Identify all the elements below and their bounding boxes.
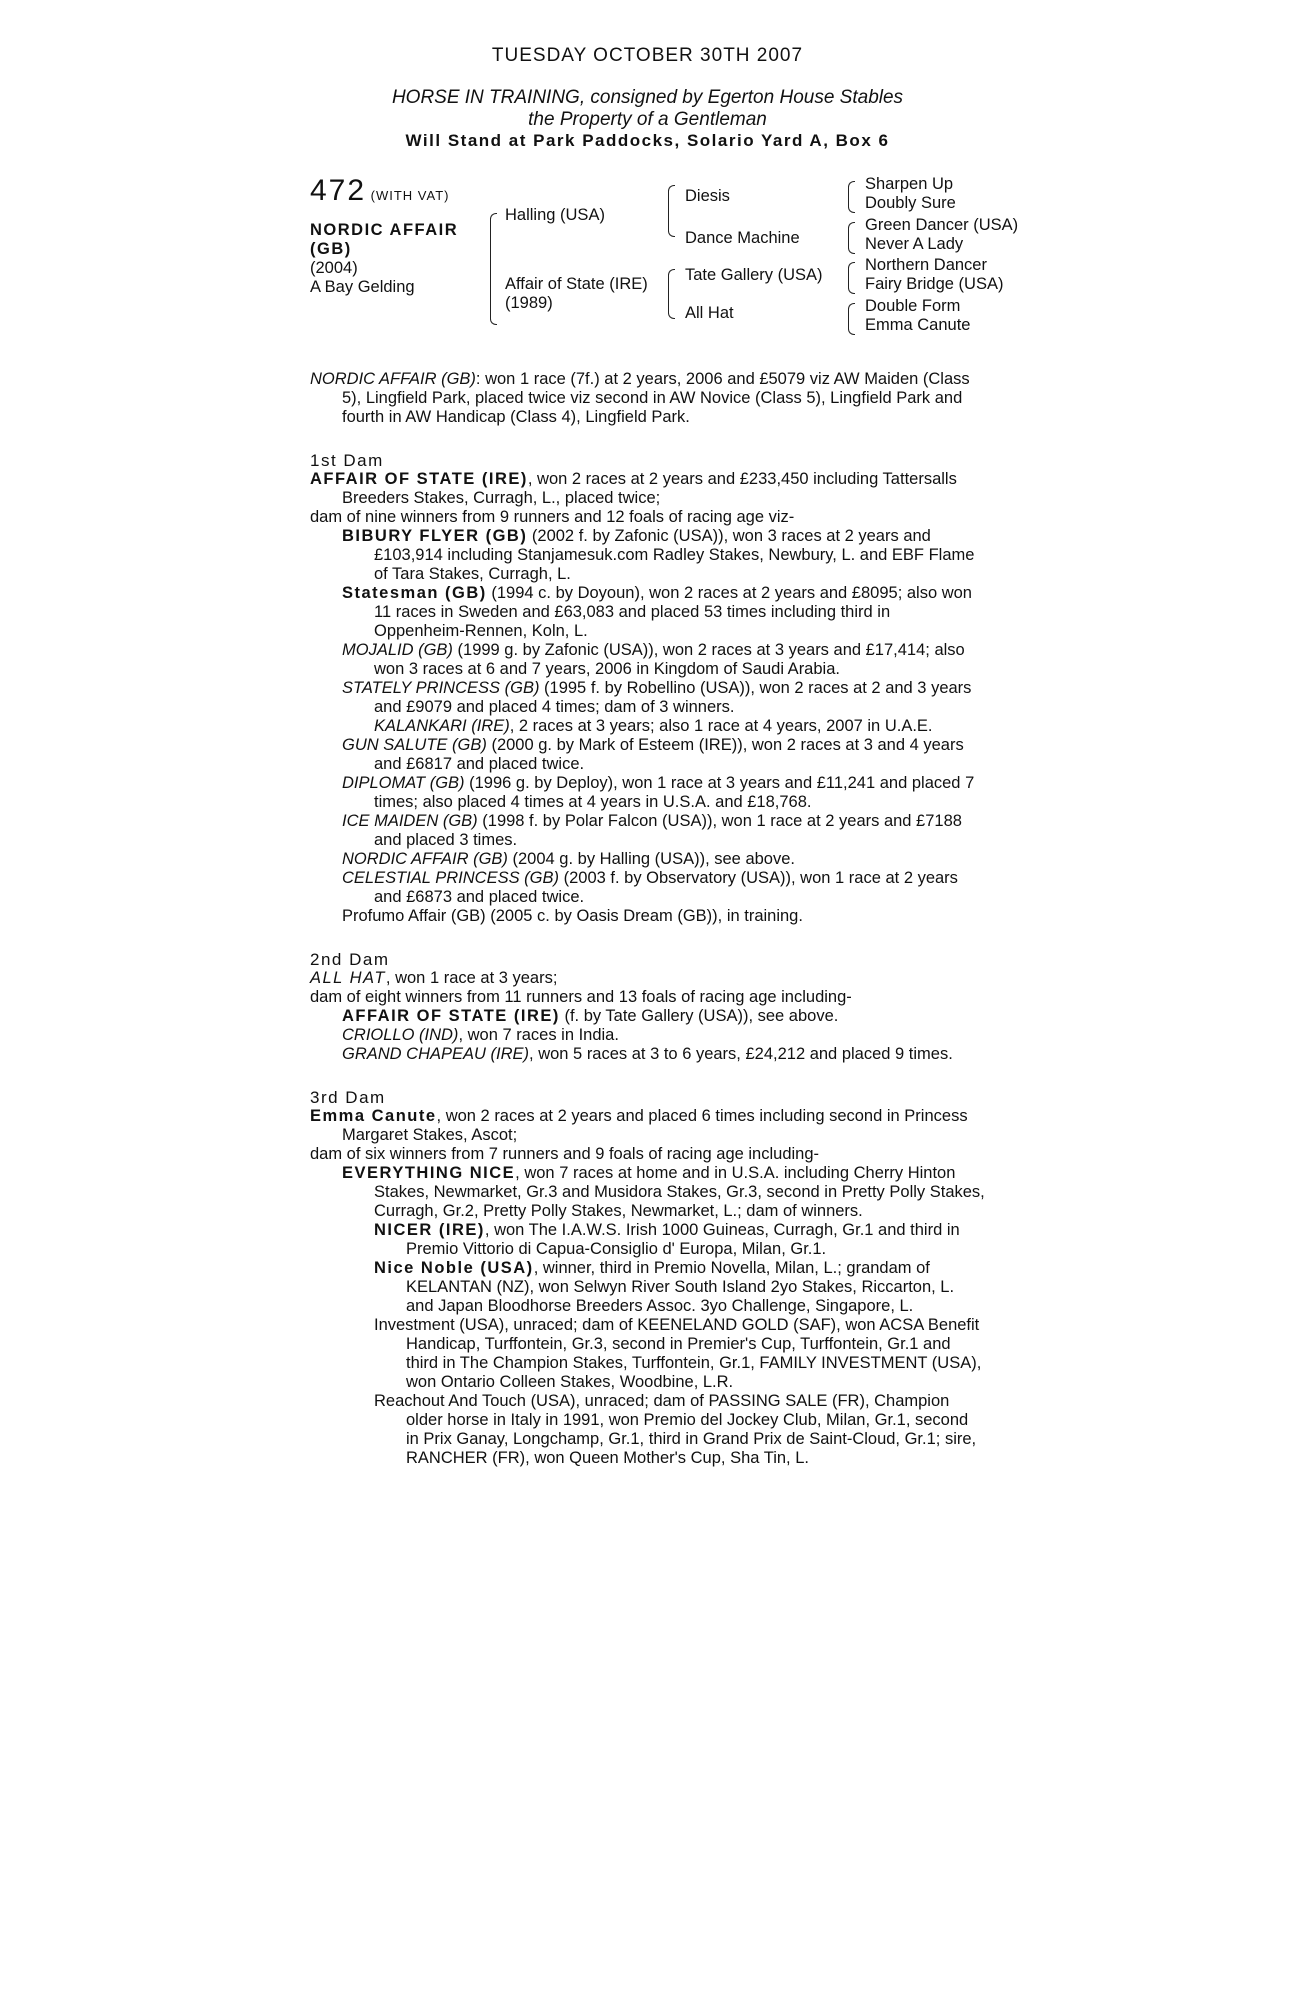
catalogue-page (310, 45, 1019, 1468)
progeny-entry (310, 1026, 985, 1045)
section-heading: 2nd Dam (310, 950, 390, 969)
progeny-text: (f. by Tate Gallery (USA)), see above. (559, 1007, 839, 1025)
progeny-text: (2004 g. by Halling (USA)), see above. (507, 850, 795, 868)
progeny-entry (310, 869, 985, 907)
stand-location: Will Stand at Park Paddocks, Solario Yard A, Box 6 (405, 131, 890, 150)
progeny-text: , won 7 races in India. (458, 1026, 619, 1044)
horse-description: A Bay Gelding (310, 278, 415, 296)
pedigree-bracket (848, 181, 855, 213)
consignment-title: HORSE IN TRAINING, consigned by Egerton House Stables (391, 87, 904, 108)
sale-date: TUESDAY OCTOBER 30TH 2007 (491, 45, 804, 66)
dam-record (310, 470, 985, 508)
progeny-name: NORDIC AFFAIR (GB) (342, 850, 508, 868)
progeny-text: , won 7 races at home and in U.S.A. including Cherry Hinton Stakes, Newmarket, Gr.3 and Musidora Stakes, Gr.3, second in Pretty Polly Stakes, Curragh, Gr.2, Pretty Polly Stakes, Newmarket, L.; dam of winners. (374, 1164, 985, 1220)
progeny-name: Nice Noble (USA) (374, 1259, 534, 1277)
progeny-entry (310, 584, 985, 641)
dam-name: AFFAIR OF STATE (IRE) (310, 470, 528, 488)
progeny-text: (2003 f. by Observatory (USA)), won 1 race at 2 years and £6873 and placed twice. (374, 869, 958, 906)
dam-sire: Tate Gallery (USA) (685, 266, 823, 284)
progeny-entry (310, 812, 985, 850)
progeny-name: KALANKARI (IRE) (374, 717, 510, 735)
sss: Sharpen Up (865, 175, 954, 193)
progeny-name: Statesman (GB) (342, 584, 487, 602)
progeny-entry (310, 1045, 985, 1064)
race-record (310, 370, 985, 427)
progeny-name: CRIOLLO (IND) (342, 1026, 459, 1044)
progeny-name: NICER (IRE) (374, 1221, 485, 1239)
progeny-list (310, 1007, 985, 1064)
dss: Northern Dancer (865, 256, 987, 274)
dam-text: , won 2 races at 2 years and £233,450 including Tattersalls Breeders Stakes, Curragh, L., placed twice; (342, 470, 957, 507)
progeny-entry (310, 1164, 985, 1221)
progeny-name: DIPLOMAT (GB) (342, 774, 465, 792)
progeny-name: Profumo Affair (GB) (342, 907, 486, 925)
ddd: Emma Canute (865, 316, 971, 334)
progeny-text: , unraced; dam of KEENELAND GOLD (SAF), won ACSA Benefit Handicap, Turffontein, Gr.3, second in Premier's Cup, Turffontein, Gr.1 and third in The Champion Stakes, Turffontein, Gr.1, FAMILY INVESTMENT (USA), won Ontario Colleen Stakes, Woodbine, L.R. (406, 1316, 982, 1391)
dam-year: (1989) (505, 294, 553, 312)
dam1-section (310, 451, 985, 926)
dam3-section (310, 1088, 985, 1468)
progeny-name: GRAND CHAPEAU (IRE) (342, 1045, 530, 1063)
progeny-entry (310, 527, 985, 584)
dam-name: Emma Canute (310, 1107, 437, 1125)
horse-origin: (GB) (310, 240, 352, 258)
progeny-name: BIBURY FLYER (GB) (342, 527, 528, 545)
record-horse-name: NORDIC AFFAIR (GB) (310, 370, 476, 388)
lot-number-block (310, 174, 450, 207)
property-line: the Property of a Gentleman (528, 109, 767, 130)
progeny-name: GUN SALUTE (GB) (342, 736, 487, 754)
progeny-entry (310, 641, 985, 679)
pedigree-bracket (848, 262, 855, 294)
vat-note: (WITH VAT) (370, 188, 450, 203)
progeny-entry (310, 1392, 985, 1468)
section-heading: 3rd Dam (310, 1088, 386, 1107)
progeny-text: (1994 c. by Doyoun), won 2 races at 2 years and £8095; also won 11 races in Sweden and £63,083 and placed 53 times including third in Oppenheim-Rennen, Koln, L. (374, 584, 972, 640)
progeny-text: , unraced; dam of PASSING SALE (FR), Champion older horse in Italy in 1991, won Premio del Jockey Club, Milan, Gr.1, second in Prix Ganay, Longchamp, Gr.1, third in Grand Prix de Saint-Cloud, Gr.1; sire, RANCHER (FR), won Queen Mother's Cup, Sha Tin, L. (406, 1392, 977, 1467)
progeny-text: (2005 c. by Oasis Dream (GB)), in training. (485, 907, 803, 925)
progeny-text: (1998 f. by Polar Falcon (USA)), won 1 race at 2 years and £7188 and placed 3 times. (374, 812, 962, 849)
dds: Double Form (865, 297, 961, 315)
dam-name: ALL HAT (310, 969, 386, 987)
progeny-name: Reachout And Touch (USA) (374, 1392, 576, 1410)
dam-of-line: dam of eight winners from 11 runners and 13 foals of racing age including- (310, 988, 852, 1006)
pedigree-bracket (490, 213, 497, 325)
dam-record (310, 969, 985, 988)
progeny-text: (1999 g. by Zafonic (USA)), won 2 races at 3 years and £17,414; also won 3 races at 6 and 7 years, 2006 in Kingdom of Saudi Arabia. (374, 641, 965, 678)
progeny-text: (1996 g. by Deploy), won 1 race at 3 years and £11,241 and placed 7 times; also placed 4 times at 4 years in U.S.A. and £18,768. (374, 774, 975, 811)
progeny-text: (2002 f. by Zafonic (USA)), won 3 races at 2 years and £103,914 including Stanjamesuk.com Radley Stakes, Newbury, L. and EBF Flame of Tara Stakes, Curragh, L. (374, 527, 975, 583)
dam-text: , won 1 race at 3 years; (385, 969, 558, 987)
ssd: Doubly Sure (865, 194, 956, 212)
progeny-name: Investment (USA) (374, 1316, 505, 1334)
progeny-text: , winner, third in Premio Novella, Milan, L.; grandam of KELANTAN (NZ), won Selwyn River South Island 2yo Stakes, Riccarton, L. and Japan Bloodhorse Breeders Assoc. 3yo Challenge, Singapore, L. (406, 1259, 955, 1315)
sire: Halling (USA) (505, 206, 605, 224)
progeny-text: (2000 g. by Mark of Esteem (IRE)), won 2 races at 3 and 4 years and £6817 and placed twice. (374, 736, 964, 773)
pedigree-bracket (848, 222, 855, 254)
foaling-year: (2004) (310, 259, 358, 277)
progeny-list (310, 1164, 985, 1468)
progeny-name: CELESTIAL PRINCESS (GB) (342, 869, 560, 887)
dam-of-line: dam of nine winners from 9 runners and 12 foals of racing age viz- (310, 508, 795, 526)
progeny-entry (310, 1316, 985, 1392)
progeny-text: , 2 races at 3 years; also 1 race at 4 years, 2007 in U.A.E. (509, 717, 933, 735)
dam-of-line: dam of six winners from 7 runners and 9 foals of racing age including- (310, 1145, 820, 1163)
progeny-entry (310, 907, 985, 926)
horse-name: NORDIC AFFAIR (310, 221, 459, 239)
dam-text: , won 2 races at 2 years and placed 6 times including second in Princess Margaret Stakes, Ascot; (342, 1107, 968, 1144)
sdd: Never A Lady (865, 235, 964, 253)
progeny-text: , won The I.A.W.S. Irish 1000 Guineas, Curragh, Gr.1 and third in Premio Vittorio di Capua-Consiglio d' Europa, Milan, Gr.1. (406, 1221, 960, 1258)
sire-sire: Diesis (685, 187, 730, 205)
progeny-entry (310, 1221, 985, 1259)
progeny-entry (310, 736, 985, 774)
lot-number: 472 (310, 174, 367, 207)
pedigree-table (310, 174, 1019, 356)
dam-record (310, 1107, 985, 1145)
sire-dam: Dance Machine (685, 229, 800, 247)
progeny-name: STATELY PRINCESS (GB) (342, 679, 540, 697)
progeny-entry (310, 717, 985, 736)
progeny-entry (310, 850, 985, 869)
section-heading: 1st Dam (310, 451, 384, 470)
dam-dam: All Hat (685, 304, 734, 322)
progeny-entry (310, 1259, 985, 1316)
record-text: : won 1 race (7f.) at 2 years, 2006 and £5079 viz AW Maiden (Class 5), Lingfield Park, placed twice viz second in AW Novice (Class 5), Lingfield Park and fourth in AW Handicap (Class 4), Lingfield Park. (342, 370, 970, 426)
pedigree-bracket (668, 185, 675, 237)
progeny-name: AFFAIR OF STATE (IRE) (342, 1007, 560, 1025)
pedigree-bracket (668, 269, 675, 319)
progeny-entry (310, 679, 985, 717)
sds: Green Dancer (USA) (865, 216, 1019, 234)
progeny-entry (310, 1007, 985, 1026)
pedigree-bracket (848, 303, 855, 335)
progeny-name: MOJALID (GB) (342, 641, 453, 659)
progeny-list (310, 527, 985, 926)
progeny-entry (310, 774, 985, 812)
progeny-name: ICE MAIDEN (GB) (342, 812, 478, 830)
progeny-text: , won 5 races at 3 to 6 years, £24,212 and placed 9 times. (529, 1045, 953, 1063)
dam: Affair of State (IRE) (505, 275, 648, 293)
progeny-text: (1995 f. by Robellino (USA)), won 2 races at 2 and 3 years and £9079 and placed 4 times; dam of 3 winners. (374, 679, 972, 716)
progeny-name: EVERYTHING NICE (342, 1164, 516, 1182)
dsd: Fairy Bridge (USA) (865, 275, 1004, 293)
dam2-section (310, 950, 985, 1064)
